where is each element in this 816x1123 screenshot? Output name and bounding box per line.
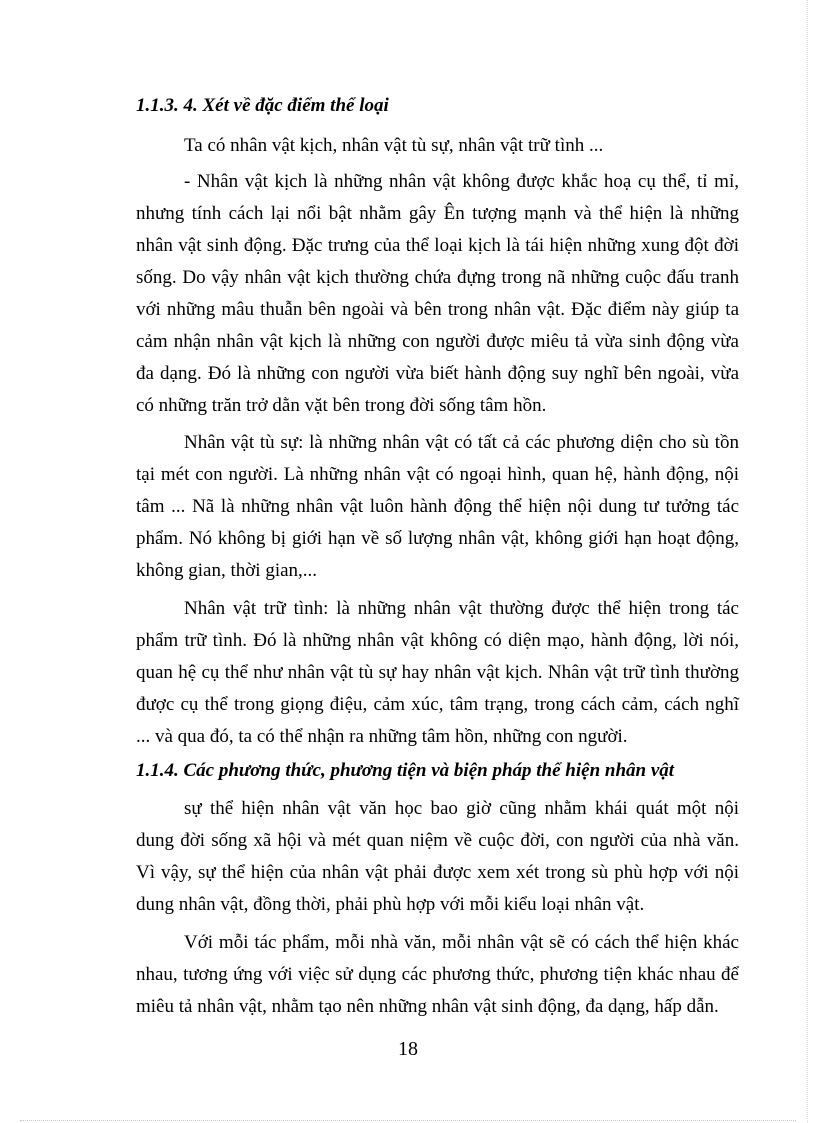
text-line: Ta có nhân vật kịch, nhân vật tù sự, nhân vật trữ tình ... [184, 135, 604, 156]
text-line: Vì vậy, sự thể hiện của nhân vật phải được xem xét trong sù phù hợp với nội [136, 862, 739, 883]
text-line: nhau, tương ứng với việc sử dụng các phương thức, phương tiện khác nhau để [136, 964, 739, 985]
text-line: đa dạng. Đó là những con người vừa biết hành động suy nghĩ bên ngoài, vừa [136, 363, 739, 384]
paragraph-character-types [136, 130, 739, 162]
text-line: phẩm. Nó không bị giới hạn về số lượng nhân vật, không giới hạn hoạt động, [136, 528, 739, 549]
text-line: miêu tả nhân vật, nhằm tạo nên những nhân vật sinh động, đa dạng, hấp dẫn. [136, 996, 719, 1017]
text-line: ... và qua đó, ta có thể nhận ra những tâm hồn, những con người. [136, 726, 628, 747]
paragraph-lyric-character [136, 593, 739, 753]
text-line: tâm ... Nã là những nhân vật luôn hành động thể hiện nội dung tư tưởng tác [136, 496, 739, 517]
text-line: không gian, thời gian,... [136, 560, 318, 581]
text-line: sống. Do vậy nhân vật kịch thường chứa đựng trong nã những cuộc đấu tranh [136, 267, 739, 288]
text-line: tại mét con người. Là những nhân vật có ngoại hình, quan hệ, hành động, nội [136, 464, 739, 485]
text-line: - Nhân vật kịch là những nhân vật không được khắc hoạ cụ thể, tỉ mỉ, [184, 171, 739, 192]
text-line: quan hệ cụ thể như nhân vật tù sự hay nhân vật kịch. Nhân vật trữ tình thường [136, 662, 739, 683]
page-bottom-divider [20, 1120, 796, 1121]
text-line: có những trăn trở dằn vặt bên trong đời sống tâm hồn. [136, 395, 547, 416]
section-heading-1-1-4: 1.1.4. Các phương thức, phương tiện và biện pháp thể hiện nhân vật [136, 760, 675, 781]
text-line: Nhân vật tù sự: là những nhân vật có tất cả các phương diện cho sù tồn [184, 432, 739, 453]
text-line: Với mỗi tác phẩm, mỗi nhà văn, mỗi nhân vật sẽ có cách thể hiện khác [184, 932, 739, 953]
text-line: dung nhân vật, đồng thời, phải phù hợp với mỗi kiểu loại nhân vật. [136, 894, 645, 915]
text-line: phẩm trữ tình. Đó là những nhân vật không có diện mạo, hành động, lời nói, [136, 630, 739, 651]
paragraph-each-work [136, 927, 739, 1023]
text-line: nhưng tính cách lại nổi bật nhằm gây Ên tượng mạnh và thể hiện là những [136, 203, 739, 224]
text-line: cảm nhận nhân vật kịch là những con người được miêu tả vừa sinh động vừa [136, 331, 739, 352]
page-number: 18 [398, 1038, 418, 1060]
text-line: sự thể hiện nhân vật văn học bao giờ cũng nhằm khái quát một nội [184, 798, 739, 819]
text-line: được cụ thể trong giọng điệu, cảm xúc, tâm trạng, trong cách cảm, cách nghĩ [136, 694, 739, 715]
text-line: nhân vật sinh động. Đặc trưng của thể loại kịch là tái hiện những xung đột đời [136, 235, 739, 256]
paragraph-character-representation [136, 793, 739, 921]
paragraph-narrative-character [136, 427, 739, 587]
page-side-divider [807, 0, 808, 1123]
text-line: dung đời sống xã hội và mét quan niệm về cuộc đời, con người của nhà văn. [136, 830, 739, 851]
section-heading-1-1-3: 1.1.3. 4. Xét về đặc điểm thể loại [136, 95, 389, 116]
paragraph-drama-character [136, 166, 739, 422]
text-line: Nhân vật trữ tình: là những nhân vật thường được thể hiện trong tác [184, 598, 739, 619]
text-line: với những mâu thuẫn bên ngoài và bên trong nhân vật. Đặc điểm này giúp ta [136, 299, 739, 320]
